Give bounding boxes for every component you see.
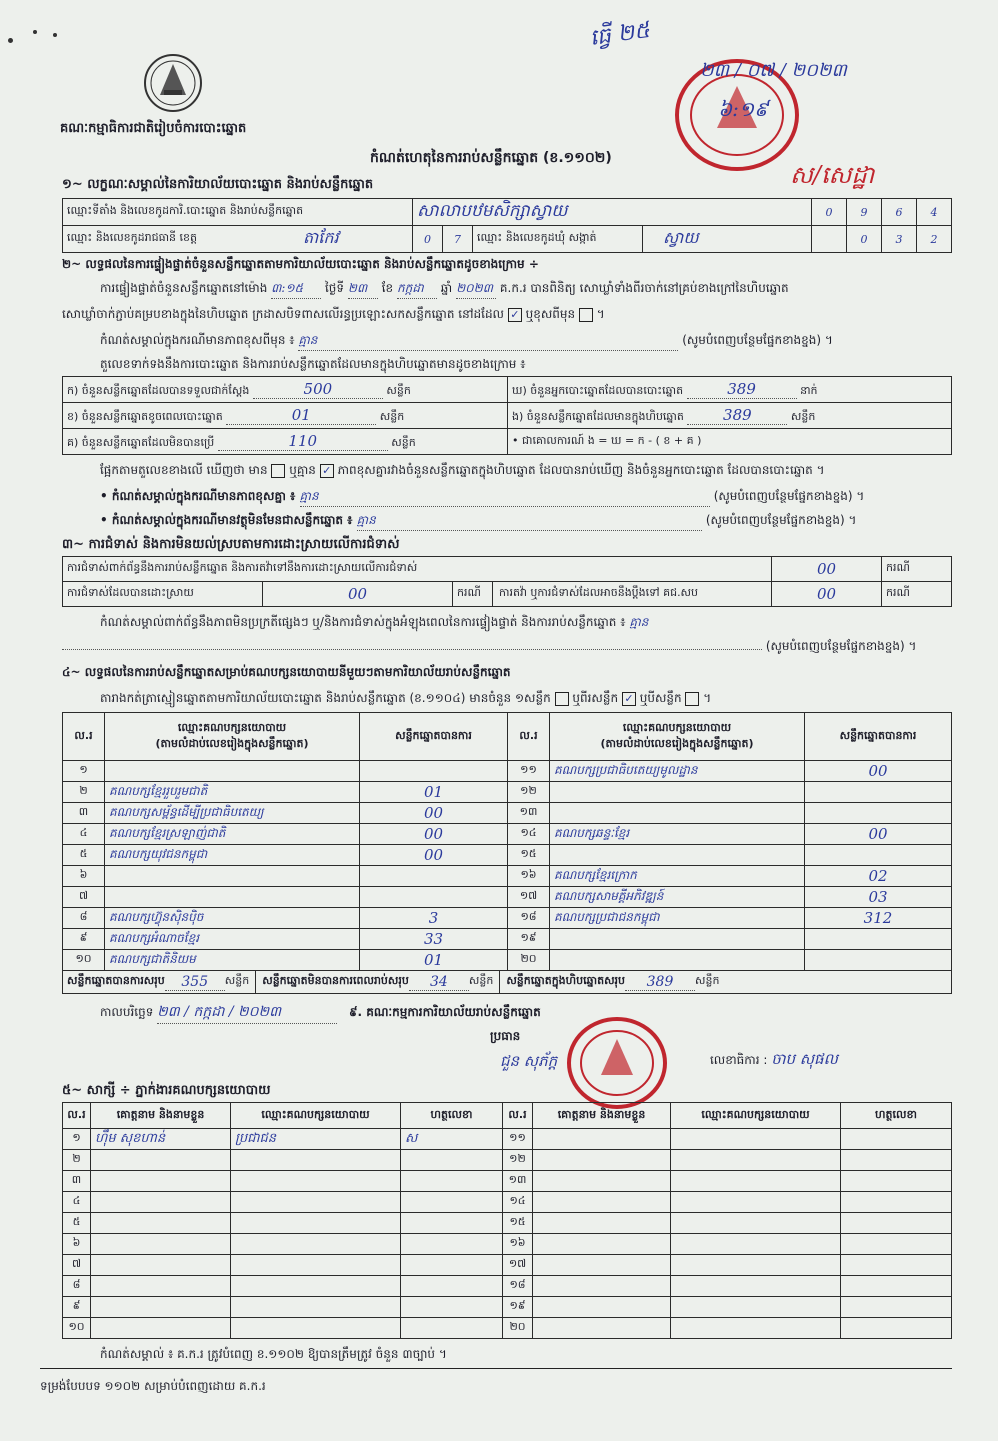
row-number: ៧ [63,887,105,908]
witness-name: ហ៊ឹម សុខហាន់ [91,1129,231,1150]
party-votes [360,887,508,908]
irregularities-note: គ្មាន [629,615,649,629]
party-name: គណបក្សខ្មែរក្រោក [550,866,805,887]
committee-stamp-icon [565,1015,669,1111]
row-number: ១ [63,761,105,782]
witness-party [671,1276,841,1297]
party-name: គណបក្សប្រជាធិបតេយ្យមូលដ្ឋាន [550,761,805,782]
row-number: ១១ [508,761,550,782]
footnote: កំណត់សម្គាល់ ៖ គ.ក.រ ត្រូវបំពេញ ខ.១១០២ ឱ្យបានត្រឹមត្រូវ ចំនួន ៣ច្បាប់ ។ [100,1347,447,1361]
witness-signature [401,1255,503,1276]
verify-month: កក្កដា [397,280,437,299]
discrepancy-note: គ្មាន [300,488,710,507]
figures-intro: តួលេខទាក់ទងនឹងការបោះឆ្នោត និងការរាប់សន្លឹកឆ្នោតដែលមានក្នុងហិបឆ្នោតមានដូចខាងក្រោម ៖ [100,357,526,371]
witness-signature [841,1171,952,1192]
nec-emblem-icon [138,50,208,116]
row-number: ១ [63,1129,91,1150]
chair-label: ប្រធាន [490,1029,521,1043]
party-votes: 02 [805,866,952,887]
witness-signature [401,1276,503,1297]
party-votes [360,866,508,887]
red-signature-mark: ស/សេដ្ឋា [790,161,875,189]
chair-signature: ជួន សុភ័ក្ត [500,1052,558,1070]
row-number: ៣ [63,1171,91,1192]
witness-signature [841,1318,952,1339]
witness-name [533,1150,671,1171]
witness-name [533,1255,671,1276]
row-number: ១២ [508,782,550,803]
witness-party [671,1234,841,1255]
party-votes [805,782,952,803]
witness-party [671,1192,841,1213]
table-row [63,1234,952,1255]
form-title: កំណត់ហេតុនៃការរាប់សន្លឹកឆ្នោត (ខ.១១០២) [370,150,612,166]
party-votes: 00 [805,824,952,845]
two-sheets-checkbox[interactable]: ✓ [622,692,636,706]
province-label: ឈ្មោះ និងលេខកូដរាជធានី ខេត្ត [67,231,197,244]
witness-name [91,1150,231,1171]
location-value: សាលាបឋមសិក្សាស្វាយ [413,199,812,226]
foreign-object-note-line: • កំណត់សម្គាល់ក្នុងករណីមានវត្ថុមិនមែនជាសន្លឹកឆ្នោត ៖ គ្មាន (សូមបំពេញបន្ថែមផ្នែកខាងខ្នង) ។ [100,512,856,531]
row-number: ៧ [63,1255,91,1276]
row-number: ៤ [63,824,105,845]
secretary-signature: ចាប សុផល [771,1050,838,1068]
table-row [63,866,952,887]
witness-party [231,1318,401,1339]
row-number: ១០ [63,950,105,971]
witness-signature [401,1213,503,1234]
witness-party [231,1255,401,1276]
row-number: ៨ [63,1276,91,1297]
row-number: ២០ [508,950,550,971]
witness-name [533,1297,671,1318]
witness-signature [401,1297,503,1318]
row-number: ១៣ [503,1171,533,1192]
party-name [550,929,805,950]
resolved-count: 00 [263,582,453,607]
party-name: គណបក្សឆន្ទៈខ្មែរ [550,824,805,845]
party-votes [805,803,952,824]
stamp-date: ២៣ / ០៧ / ២០២៣ [700,60,847,81]
witness-party [671,1213,841,1234]
row-number: ៥ [63,1213,91,1234]
table-row: ការជំទាស់ពាក់ព័ន្ធនឹងការរាប់សន្លឹកឆ្នោត និងការតវ៉ាទៅនឹងការដោះស្រាយលើការជំទាស់ 00 ករណី [63,557,952,582]
party-name: គណបក្សខ្មែរស្រឡាញ់ជាតិ [105,824,360,845]
party-votes: 00 [360,824,508,845]
witness-party [231,1276,401,1297]
witness-signature [401,1150,503,1171]
witness-signature [841,1129,952,1150]
location-code-digit: 4 [917,199,952,226]
row-number: ៣ [63,803,105,824]
section1-title: ១~ លក្ខណៈសម្គាល់នៃការិយាល័យបោះឆ្នោត និងរាប់សន្លឹកឆ្នោត [62,177,374,192]
row-number: ១២ [503,1150,533,1171]
received-ballots: 500 [253,380,383,399]
commune-value: ស្វាយ [663,228,699,247]
table-row [63,1318,952,1339]
table-row: ក) ចំនួនសន្លឹកឆ្នោតដែលបានទទួលជាក់ស្តែង 500 សន្លឹក ឃ) ចំនួនអ្នកបោះឆ្នោតដែលបានបោះឆ្នោត 389 នាក់ [63,377,952,403]
witness-signature [841,1234,952,1255]
witness-name [91,1255,231,1276]
row-number: ១៣ [508,803,550,824]
row-number: ១១ [503,1129,533,1150]
party-votes: 01 [360,950,508,971]
table-row: ការជំទាស់ដែលបានដោះស្រាយ 00 ករណី ការតវ៉ា ឬការជំទាស់ដែលអាចនឹងប្តឹងទៅ គជ.សប 00 ករណី [63,582,952,607]
verify-time: ៣:១៥ [271,280,321,299]
party-name: គណបក្សហ៊្វុនស៊ិនប៉ិច [105,908,360,929]
secretary-line: លេខាធិការ : ចាប សុផល [710,1050,838,1068]
section1-table [62,198,952,253]
row-number: ១៧ [503,1255,533,1276]
party-name [105,866,360,887]
row-number: ២០ [503,1318,533,1339]
witness-party [671,1129,841,1150]
party-name [105,887,360,908]
row-number: ១៥ [503,1213,533,1234]
same-checkbox[interactable]: ✓ [508,308,522,322]
mark-dot [53,33,57,37]
totals-row: សន្លឹកឆ្នោតបានការសរុប 355 សន្លឹក សន្លឹកឆ្នោតមិនបានការពេលរាប់សរុប 34 សន្លឹក សន្លឹកឆ្នោតក្នុងហិបឆ្នោតសរុប 389 សន្លឹក [62,970,952,994]
witness-signature [841,1192,952,1213]
signing-date: ២៣ / កក្កដា / ២០២៣ [157,1002,337,1024]
row-number: ៥ [63,845,105,866]
row-number: ៦ [63,866,105,887]
table-row [63,908,952,929]
row-number: ១៦ [508,866,550,887]
different-checkbox[interactable] [579,308,593,322]
witness-name [533,1276,671,1297]
row-number: ១៦ [503,1234,533,1255]
table-row [63,1213,952,1234]
party-votes [805,929,952,950]
party-name [550,803,805,824]
row-number: ១៧ [508,887,550,908]
party-name: គណបក្សជាតិនិយម [105,950,360,971]
difference-note: គ្មាន [298,332,678,351]
table-row: គ) ចំនួនសន្លឹកឆ្នោតដែលមិនបានប្រើ 110 សន្លឹក • ជាគោលការណ៍ ង = ឃ = ក - ( ខ + គ ) [63,429,952,455]
witness-name [533,1318,671,1339]
party-name: គណបក្សខ្មែររួបរួមជាតិ [105,782,360,803]
voters-count: 389 [687,380,797,399]
no-discrepancy-checkbox[interactable]: ✓ [320,464,334,478]
party-votes: 00 [805,761,952,782]
witness-name [533,1213,671,1234]
table-row [63,761,952,782]
row-number: ២ [63,782,105,803]
verify-time-line: ការផ្ទៀងផ្ទាត់ចំនួនសន្លឹកឆ្នោតនៅម៉ោង ៣:១៥ ថ្ងៃទី ២៣ ខែ កក្កដា ឆ្នាំ ២០២៣ គ.ក.រ បានពិនិត្យ សោឃ្លាំទាំងពីរចាក់នៅគ្រប់ខាងក្រៅនៃហិបឆ្នោត [100,280,789,299]
table-row [63,845,952,866]
witness-name [91,1297,231,1318]
party-name: គណបក្សប្រជាជនកម្ពុជា [550,908,805,929]
party-name: គណបក្សអំណាចខ្មែរ [105,929,360,950]
signing-date-line: កាលបរិច្ឆេទ ២៣ / កក្កដា / ២០២៣ ៩. គណៈកម្មការការិយាល័យរាប់សន្លឹកឆ្នោត [100,1002,541,1024]
witness-party [231,1171,401,1192]
complaints-count: 00 [772,557,882,582]
table-row [63,824,952,845]
table-row [63,1276,952,1297]
section4-title: ៤~ លទ្ធផលនៃការរាប់សន្លឹកឆ្នោតសម្រាប់គណបក្សនយោបាយនីមួយៗតាមការិយាល័យរាប់សន្លឹកឆ្នោត [62,665,511,679]
committee-name: គណៈកម្មាធិការជាតិរៀបចំការបោះឆ្នោត [60,121,247,136]
irregularities-line: កំណត់សម្គាល់ពាក់ព័ន្ធនឹងភាពមិនប្រក្រតីផ្សេងៗ ឬ/និងការជំទាស់ក្នុងអំឡុងពេលនៃការផ្ទៀងផ្ទាត់ និងការរាប់សន្លឹកឆ្នោត ៖ គ្មាន [100,615,649,629]
party-votes [360,761,508,782]
row-number: ១៩ [508,929,550,950]
witness-party [671,1171,841,1192]
witness-signature [401,1318,503,1339]
witness-party [671,1255,841,1276]
commune-code-digit: 3 [882,226,917,253]
row-number: ១៤ [503,1192,533,1213]
witness-party [671,1318,841,1339]
witness-name [533,1192,671,1213]
table-row: ខ) ចំនួនសន្លឹកឆ្នោតខូចពេលបោះឆ្នោត 01 សន្លឹក ង) ចំនួនសន្លឹកឆ្នោតដែលមានក្នុងហិបឆ្នោត 389 សន្លឹក [63,403,952,429]
witness-name [91,1192,231,1213]
tally-sheets-line: តារាងកត់ត្រាស្មៀនឆ្នោតតាមការិយាល័យបោះឆ្នោត និងរាប់សន្លឹកឆ្នោត (ខ.១១០៤) មានចំនួន ១សន្លឹក ឬពីរសន្លឹក ✓ ឬបីសន្លឹក ។ [100,691,712,705]
row-number: ៤ [63,1192,91,1213]
foreign-object-note: គ្មាន [357,512,702,531]
one-sheet-checkbox[interactable] [555,692,569,706]
verify-year: ២០២៣ [456,280,496,299]
witness-name [91,1234,231,1255]
complaints-table [62,556,952,607]
location-code-digit: 9 [847,199,882,226]
party-name [550,950,805,971]
table-row [63,950,952,971]
spoiled-ballots: 01 [226,406,376,425]
party-votes [805,950,952,971]
footer-divider [40,1368,952,1369]
row-number: ១៤ [508,824,550,845]
witness-name [533,1234,671,1255]
total-valid: 355 [165,974,225,991]
witness-signature [841,1297,952,1318]
witness-signature [401,1171,503,1192]
witness-party [231,1297,401,1318]
total-invalid: 34 [409,974,469,991]
table-row [63,1255,952,1276]
witness-party: ប្រជាជន [231,1129,401,1150]
witness-signature [841,1213,952,1234]
party-votes: 312 [805,908,952,929]
three-sheets-checkbox[interactable] [685,692,699,706]
table-row [63,803,952,824]
mark-dot [33,30,37,34]
section5-title: ៥~ សាក្សី ÷ ភ្នាក់ងារគណបក្សនយោបាយ [62,1083,271,1098]
mark-dot [8,38,13,43]
table-row [63,1297,952,1318]
row-number: ១៥ [508,845,550,866]
province-value: តាកែវ [303,228,339,247]
party-votes [805,845,952,866]
party-votes: 00 [360,803,508,824]
handwritten-note: ធ្វើ ២៥ [588,17,652,52]
party-name [550,782,805,803]
row-number: ១៨ [503,1276,533,1297]
ballots-in-box: 389 [687,406,787,425]
witness-signature [841,1150,952,1171]
has-discrepancy-checkbox[interactable] [271,464,285,478]
table-row [63,782,952,803]
witness-name [91,1213,231,1234]
witness-party [231,1150,401,1171]
commune-code-digit: 0 [847,226,882,253]
witness-signature: ស [401,1129,503,1150]
row-number: ១៩ [503,1297,533,1318]
party-name [550,845,805,866]
stamp-time: ៦:១៩ [718,97,769,121]
location-label: ឈ្មោះទីតាំង និងលេខកូដការិ.បោះឆ្នោត និងរាប់សន្លឹកឆ្នោត [63,199,413,226]
witness-party [671,1297,841,1318]
figures-table [62,376,952,455]
table-row [63,1150,952,1171]
party-name: គណបក្សសម្ព័ន្ធដើម្បីប្រជាធិបតេយ្យ [105,803,360,824]
province-code-digit: 7 [443,226,473,253]
verify-day: ២៣ [348,280,378,299]
row-number: ៨ [63,908,105,929]
total-in-box: 389 [625,974,695,991]
witness-signature [401,1234,503,1255]
section2-title: ២~ លទ្ធផលនៃការផ្ទៀងផ្ទាត់ចំនួនសន្លឹកឆ្នោតតាមការិយាល័យបោះឆ្នោត និងរាប់សន្លឹកឆ្នោតដូចខាងក្រោម ÷ [62,257,539,271]
party-results-table: ល.រ ឈ្មោះគណបក្សនយោបាយ (តាមលំដាប់លេខរៀងក្នុងសន្លឹកឆ្នោត) សន្លឹកឆ្នោតបានការ ល.រ ឈ្មោះគណបក្សនយោបាយ (តាមលំដាប់លេខរៀងក្នុងសន្លឹកឆ្នោត) សន្លឹកឆ្នោតបានការ ១ ១១ គណបក្សប្រជាធិបតេយ្យមូលដ្ឋាន 00 ២ គណបក្សខ្មែររួបរួមជាតិ 01 ១២ ៣ គណបក្សសម្ព័ន្ធដើម្បីប្រជាធិបតេយ្យ 00 ១៣ ៤ គណបក្សខ្មែរស្រឡាញ់ជាតិ 00 ១៤ គណបក្សឆន្ទៈខ្មែរ 00 ៥ គណបក្សយុវជនកម្ពុជា 00 ១៥ ៦ ១៦ គណបក្សខ្មែរក្រោក 02 ៧ ១៧ គណបក្សសាមគ្គីអភិវឌ្ឍន៍ 03 ៨ គណបក្សហ៊្វុនស៊ិនប៉ិច 3 ១៨ គណបក្សប្រជាជនកម្ពុជា 312 ៩ គណបក្សអំណាចខ្មែរ 33 ១៩ ១០ គណបក្សជាតិនិយម 01 ២០ [62,712,952,971]
party-votes: 00 [360,845,508,866]
row-number: ១៨ [508,908,550,929]
row-number: ៩ [63,1297,91,1318]
witness-name [91,1318,231,1339]
party-name [105,761,360,782]
witness-party [231,1234,401,1255]
seal-status-line: សោឃ្លាំចាក់ភ្ជាប់គម្របខាងក្នុងនៃហិបឆ្នោត ក្រដាសបិទពាសលើរន្ធប្រឡោះសកសន្លឹកឆ្នោត នៅដដែល ✓ ឬខុសពីមុន ។ [62,307,605,321]
appeal-count: 00 [772,582,882,607]
witness-signature [401,1192,503,1213]
unused-ballots: 110 [218,432,388,451]
witness-name [91,1171,231,1192]
discrepancy-line: ផ្អែកតាមតួលេខខាងលើ ឃើញថា មាន ឬគ្មាន ✓ ភាពខុសគ្នារវាងចំនួនសន្លឹកឆ្នោតក្នុងហិបឆ្នោត ដែលបានរាប់ឃើញ និងចំនួនអ្នកបោះឆ្នោត ដែលបានបោះឆ្នោត ។ [100,463,825,477]
witness-name [533,1129,671,1150]
witness-name [91,1276,231,1297]
table-row [63,1171,952,1192]
table-row [63,887,952,908]
witness-signature [841,1255,952,1276]
party-votes: 01 [360,782,508,803]
commune-label: ឈ្មោះ និងលេខកូដឃុំ សង្កាត់ [473,226,643,252]
row-number: ៦ [63,1234,91,1255]
witness-party [231,1213,401,1234]
party-name: គណបក្សសាមគ្គីអភិវឌ្ឍន៍ [550,887,805,908]
section3-title: ៣~ ការជំទាស់ និងការមិនយល់ស្របតាមការដោះស្រាយលើការជំទាស់ [62,537,400,552]
witness-name [533,1171,671,1192]
form-footer: ទម្រង់បែបបទ ១១០២ សម្រាប់បំពេញដោយ គ.ក.រ [40,1379,266,1393]
irregularities-continued: (សូមបំពេញបន្ថែមផ្នែកខាងខ្នង) ។ [62,638,916,656]
row-number: ១០ [63,1318,91,1339]
table-row [63,1129,952,1150]
party-votes: 3 [360,908,508,929]
table-row [63,929,952,950]
row-number: ៩ [63,929,105,950]
party-votes: 33 [360,929,508,950]
commune-code-digit: 2 [917,226,952,253]
party-votes: 03 [805,887,952,908]
location-code-digit: 0 [812,199,847,226]
province-code-digit: 0 [413,226,443,253]
row-number: ២ [63,1150,91,1171]
witness-signature [841,1276,952,1297]
party-name: គណបក្សយុវជនកម្ពុជា [105,845,360,866]
difference-note-line: កំណត់សម្គាល់ក្នុងករណីមានភាពខុសពីមុន ៖ គ្មាន (សូមបំពេញបន្ថែមផ្នែកខាងខ្នង) ។ [100,332,833,351]
location-code-digit: 6 [882,199,917,226]
witness-party [671,1150,841,1171]
discrepancy-note-line: • កំណត់សម្គាល់ក្នុងករណីមានភាពខុសគ្នា ៖ គ្មាន (សូមបំពេញបន្ថែមផ្នែកខាងខ្នង) ។ [100,488,864,507]
witness-party [231,1192,401,1213]
table-row [63,1192,952,1213]
witness-table: ល.រ គោត្តនាម និងនាមខ្លួន ឈ្មោះគណបក្សនយោបាយ ហត្ថលេខា ល.រ គោត្តនាម និងនាមខ្លួន ឈ្មោះគណបក្សនយោបាយ ហត្ថលេខា ១ ហ៊ឹម សុខហាន់ ប្រជាជន ស ១១ ២ ១២ ៣ ១៣ ៤ ១៤ ៥ ១៥ ៦ ១៦ ៧ ១៧ ៨ ១៨ ៩ ១៩ ១០ ២០ [62,1102,952,1339]
